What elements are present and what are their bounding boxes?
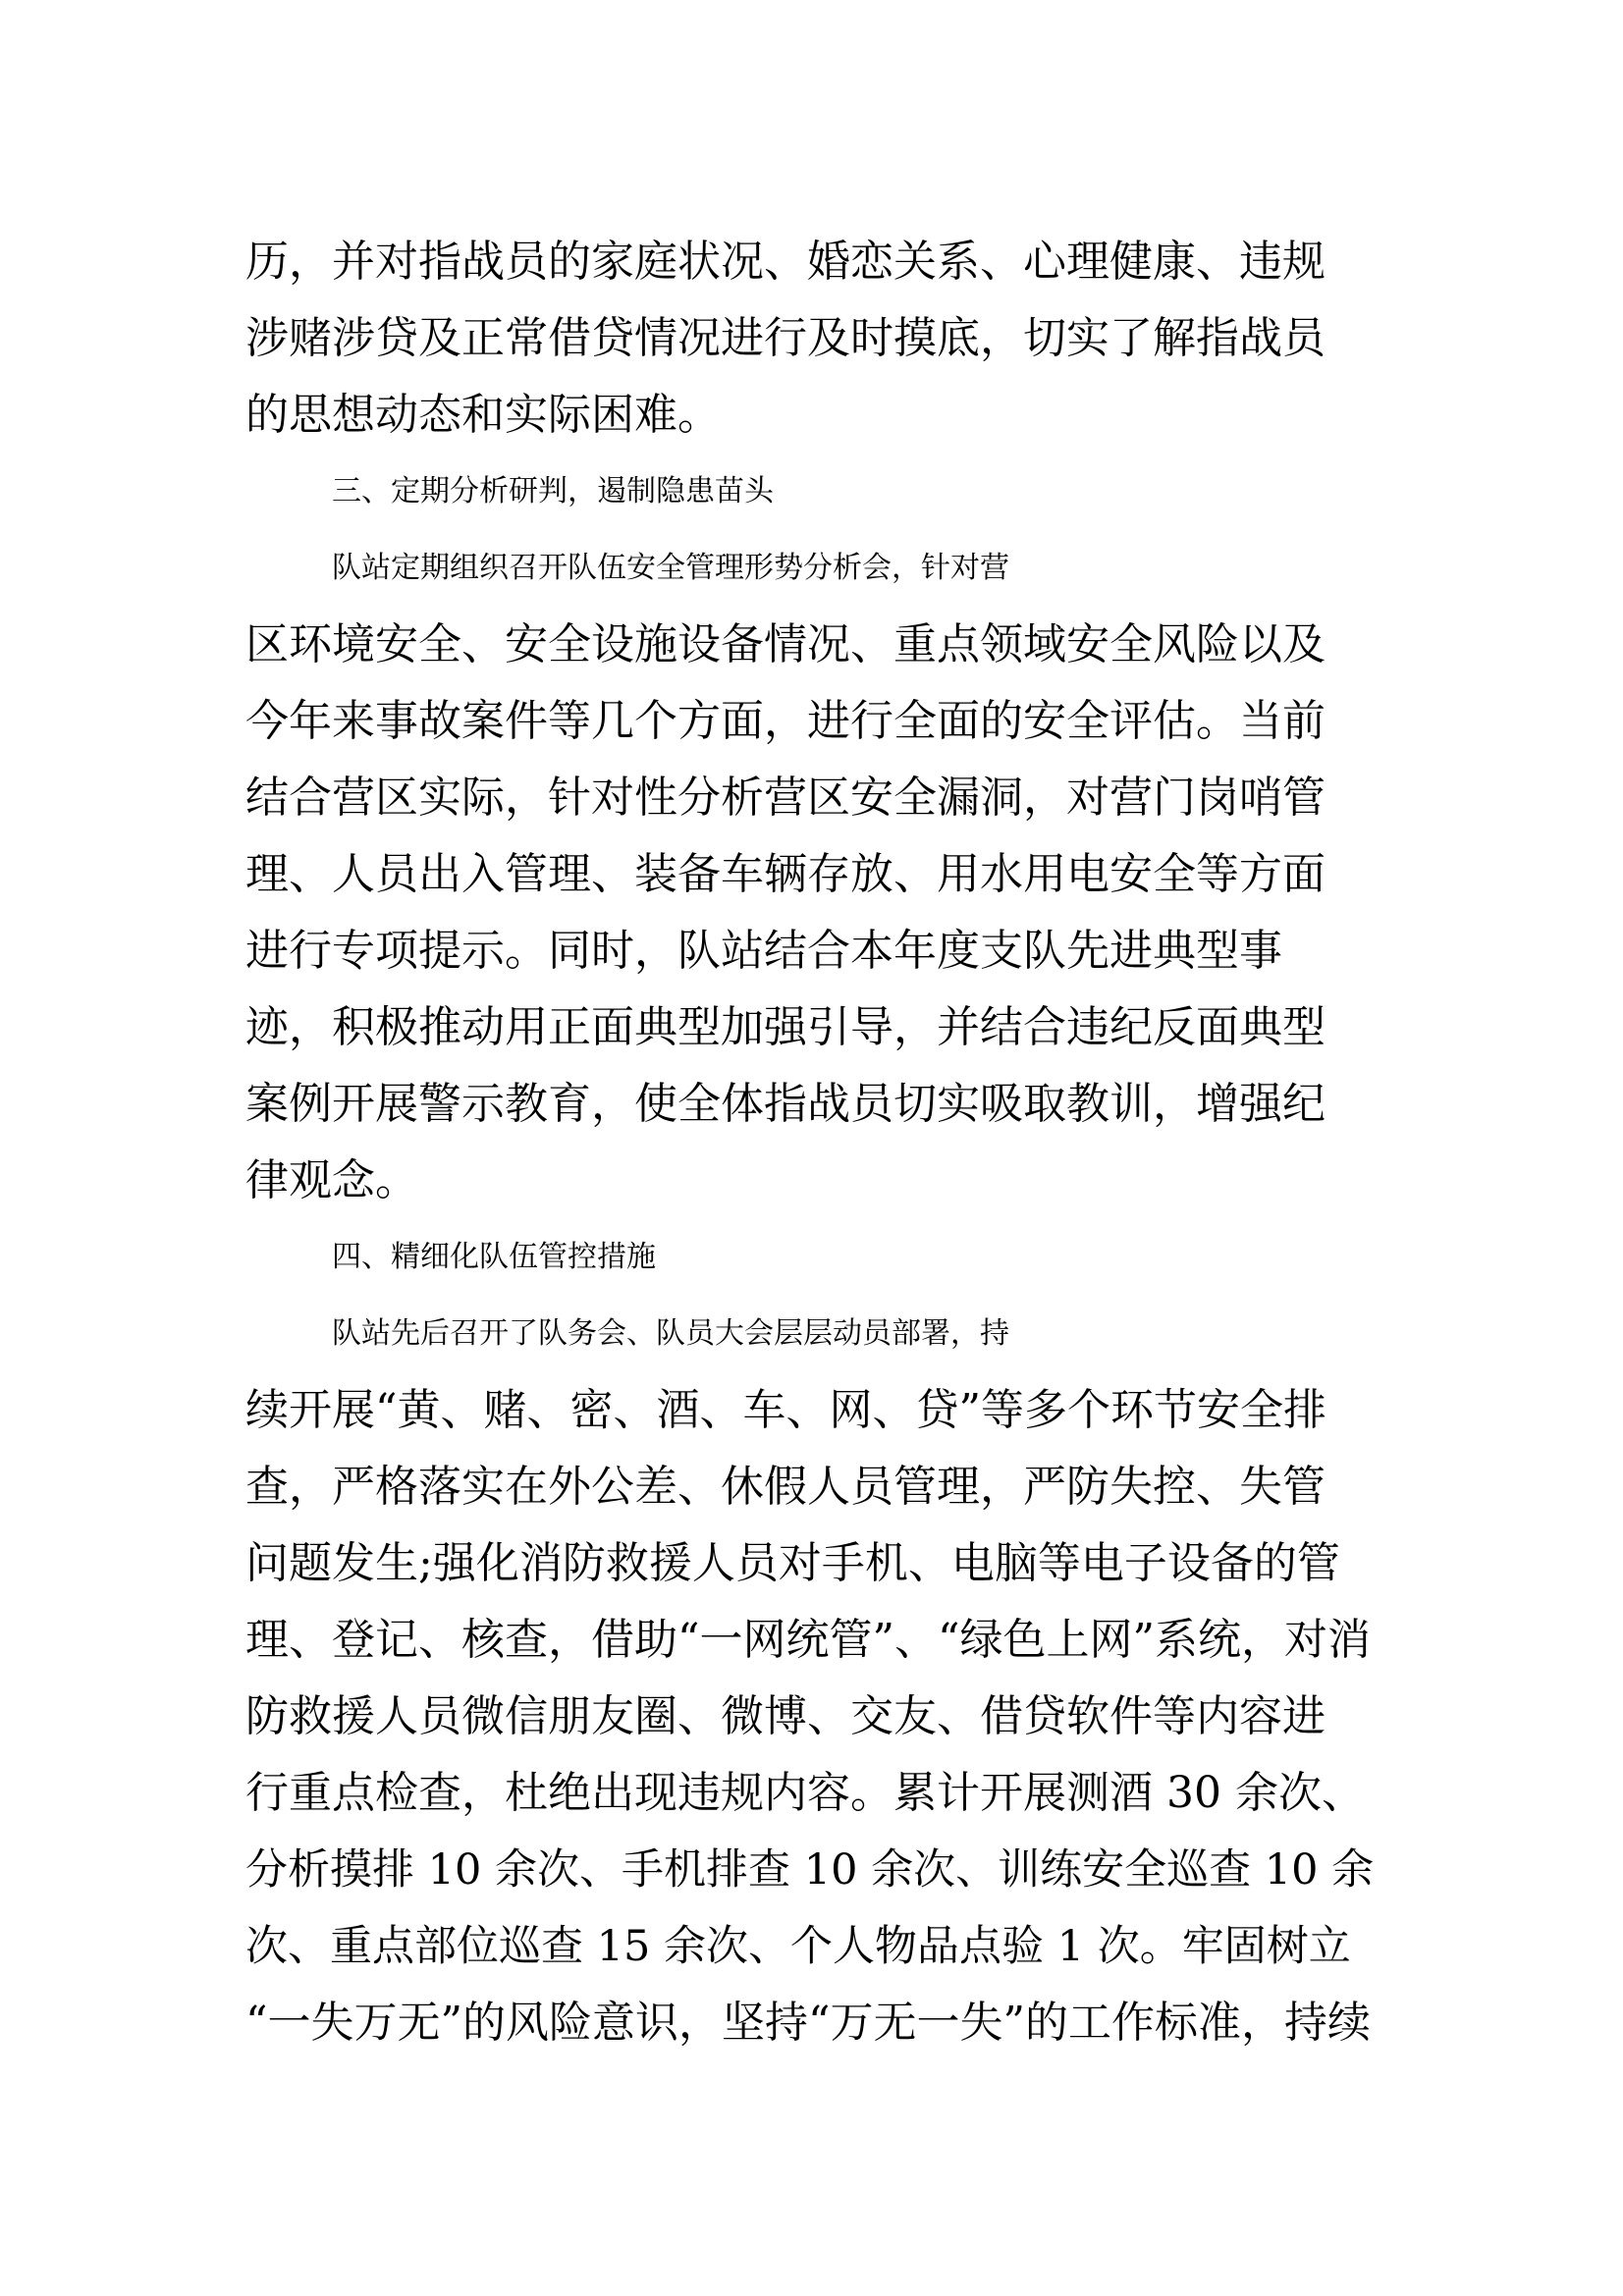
body-text-line: 问题发生;强化消防救援人员对手机、电脑等电子设备的管	[245, 1538, 1340, 1588]
body-text-line: 理、登记、核查，借助“一网统管”、“绿色上网”系统，对消	[245, 1615, 1371, 1665]
body-text-line: 涉赌涉贷及正常借贷情况进行及时摸底，切实了解指战员	[245, 313, 1325, 363]
section-heading: 三、定期分析研判，遏制隐患苗头	[332, 474, 774, 508]
body-text-line: 案例开展警示教育，使全体指战员切实吸取教训，增强纪	[245, 1079, 1325, 1129]
body-text-line: 结合营区实际，针对性分析营区安全漏洞，对营门岗哨管	[245, 773, 1325, 823]
body-text-line: 队站先后召开了队务会、队员大会层层动员部署，持	[332, 1316, 1009, 1351]
body-text-line: 的思想动态和实际困难。	[245, 390, 721, 440]
body-text-line: 续开展“黄、赌、密、酒、车、网、贷”等多个环节安全排	[245, 1385, 1326, 1435]
body-text-line: 分析摸排 10 余次、手机排查 10 余次、训练安全巡查 10 余	[245, 1845, 1375, 1895]
body-text-line: 次、重点部位巡查 15 余次、个人物品点验 1 次。牢固树立	[245, 1922, 1351, 1971]
body-text-line: 理、人员出入管理、装备车辆存放、用水用电安全等方面	[245, 849, 1325, 899]
body-text-line: 律观念。	[245, 1155, 418, 1205]
body-text-line: 行重点检查，杜绝出现违规内容。累计开展测酒 30 余次、	[245, 1768, 1365, 1818]
body-text-line: 今年来事故案件等几个方面，进行全面的安全评估。当前	[245, 696, 1325, 746]
body-text-line: 区环境安全、安全设施设备情况、重点领域安全风险以及	[245, 619, 1325, 669]
body-text-line: 队站定期组织召开队伍安全管理形势分析会，针对营	[332, 551, 1009, 585]
body-text-line: 进行专项提示。同时，队站结合本年度支队先进典型事	[245, 926, 1282, 976]
body-text-line: 迹，积极推动用正面典型加强引导，并结合违纪反面典型	[245, 1002, 1325, 1052]
section-heading: 四、精细化队伍管控措施	[332, 1240, 656, 1274]
body-text-line: 历，并对指战员的家庭状况、婚恋关系、心理健康、违规	[245, 237, 1325, 287]
body-text-line: 查，严格落实在外公差、休假人员管理，严防失控、失管	[245, 1462, 1325, 1512]
body-text-line: 防救援人员微信朋友圈、微博、交友、借贷软件等内容进	[245, 1691, 1325, 1741]
body-text-line: “一失万无”的风险意识，坚持“万无一失”的工作标准，持续	[245, 1998, 1371, 2048]
